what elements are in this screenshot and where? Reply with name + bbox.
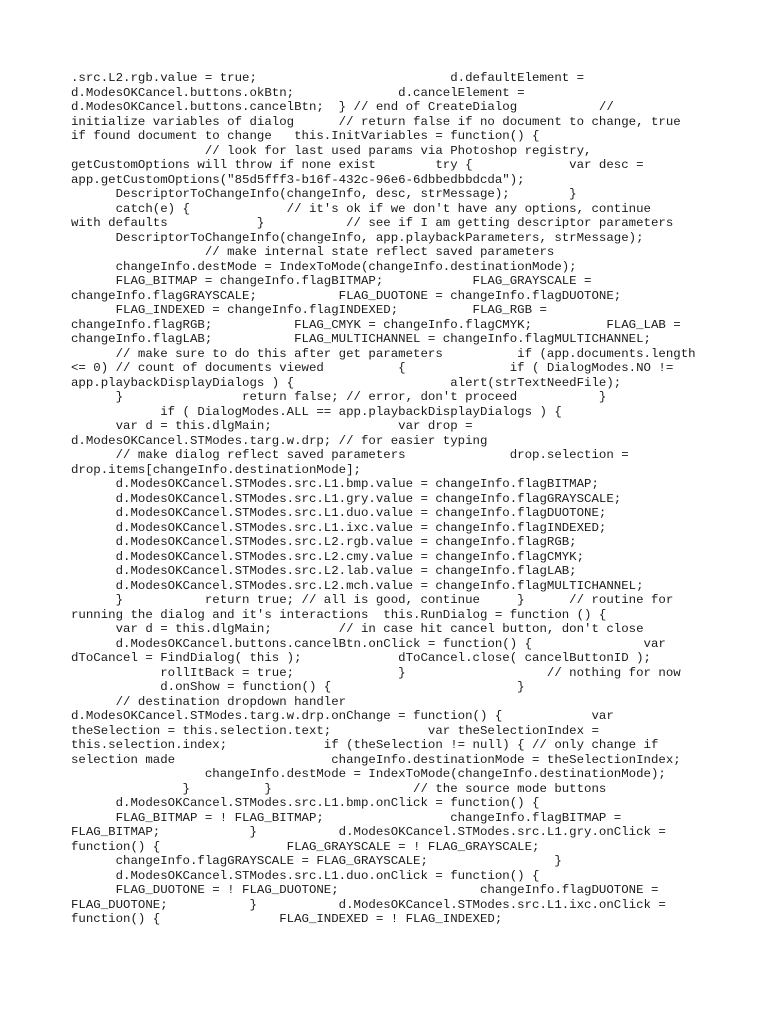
code-line: } } // the source mode buttons <box>71 781 607 796</box>
code-line: FLAG_INDEXED = changeInfo.flagINDEXED; FLAG_RGB = <box>71 303 547 317</box>
code-line: this.selection.index; if (theSelection != null) { // only change if <box>71 738 659 752</box>
code-line: d.ModesOKCancel.buttons.cancelBtn; } // end of CreateDialog // <box>71 100 614 114</box>
code-line: d.ModesOKCancel.STModes.targ.w.drp.onChange = function() { var <box>71 709 614 723</box>
code-line: d.ModesOKCancel.STModes.src.L2.cmy.value = changeInfo.flagCMYK; <box>71 549 585 564</box>
code-line: d.ModesOKCancel.STModes.src.L1.gry.value = changeInfo.flagGRAYSCALE; <box>71 491 622 506</box>
code-line: selection made changeInfo.destinationMode = theSelectionIndex; <box>71 752 681 767</box>
code-line: // make sure to do this after get parameters if (app.documents.length <box>71 346 696 361</box>
code-line: d.ModesOKCancel.buttons.cancelBtn.onClick = function() { var <box>71 636 666 651</box>
code-line: } return true; // all is good, continue } // routine for <box>71 593 674 607</box>
code-line: with defaults } // see if I am getting descriptor parameters <box>71 216 674 230</box>
code-line: rollItBack = true; } // nothing for now <box>71 665 681 680</box>
code-line: app.getCustomOptions("85d5fff3-b16f-432c-96e6-6dbbedbbdcda"); <box>71 172 525 187</box>
code-line: // look for last used params via Photoshop registry, <box>71 143 592 158</box>
code-line: changeInfo.flagGRAYSCALE = FLAG_GRAYSCALE; } <box>71 854 562 868</box>
code-line: // make internal state reflect saved parameters <box>71 245 555 259</box>
code-line: if found document to change this.InitVariables = function() { <box>71 129 540 143</box>
code-line: DescriptorToChangeInfo(changeInfo, app.playbackParameters, strMessage); <box>71 230 644 245</box>
code-line: d.ModesOKCancel.STModes.src.L2.mch.value = changeInfo.flagMULTICHANNEL; <box>71 578 644 593</box>
code-line: <= 0) // count of documents viewed { if ( DialogModes.NO != <box>71 361 674 375</box>
code-line: DescriptorToChangeInfo(changeInfo, desc, strMessage); } <box>71 187 577 201</box>
code-line: d.ModesOKCancel.STModes.src.L1.duo.onClick = function() { <box>71 868 540 883</box>
code-line: d.ModesOKCancel.STModes.src.L1.bmp.onClick = function() { <box>71 796 540 810</box>
code-line: FLAG_DUOTONE; } d.ModesOKCancel.STModes.src.L1.ixc.onClick = <box>71 897 666 912</box>
code-line: .src.L2.rgb.value = true; d.defaultElement = <box>71 71 585 85</box>
code-line: changeInfo.destMode = IndexToMode(changeInfo.destinationMode); <box>71 259 577 274</box>
code-line: // make dialog reflect saved parameters drop.selection = <box>71 448 629 462</box>
code-line: changeInfo.flagRGB; FLAG_CMYK = changeInfo.flagCMYK; FLAG_LAB = <box>71 317 681 332</box>
code-line: function() { FLAG_GRAYSCALE = ! FLAG_GRAYSCALE; <box>71 839 540 854</box>
code-line: d.ModesOKCancel.STModes.targ.w.drp; // for easier typing <box>71 433 488 448</box>
code-line: changeInfo.destMode = IndexToMode(changeInfo.destinationMode); <box>71 767 666 781</box>
code-line: var d = this.dlgMain; var drop = <box>71 419 473 433</box>
code-line: changeInfo.flagGRAYSCALE; FLAG_DUOTONE = changeInfo.flagDUOTONE; <box>71 288 622 303</box>
code-line: d.ModesOKCancel.STModes.src.L1.ixc.value = changeInfo.flagINDEXED; <box>71 520 607 535</box>
code-line: getCustomOptions will throw if none exist try { var desc = <box>71 158 644 172</box>
code-line: d.ModesOKCancel.STModes.src.L2.rgb.value = changeInfo.flagRGB; <box>71 535 577 549</box>
code-line: d.onShow = function() { } <box>71 680 525 694</box>
code-line: d.ModesOKCancel.STModes.src.L1.duo.value = changeInfo.flagDUOTONE; <box>71 506 607 520</box>
code-line: FLAG_BITMAP = ! FLAG_BITMAP; changeInfo.flagBITMAP = <box>71 810 622 825</box>
code-line: d.ModesOKCancel.STModes.src.L2.lab.value = changeInfo.flagLAB; <box>71 564 577 578</box>
code-line: dToCancel = FindDialog( this ); dToCancel.close( cancelButtonID ); <box>71 651 651 665</box>
code-line: initialize variables of dialog // return false if no document to change, true <box>71 114 681 129</box>
code-line: theSelection = this.selection.text; var theSelectionIndex = <box>71 723 599 738</box>
code-line: function() { FLAG_INDEXED = ! FLAG_INDEXED; <box>71 912 503 926</box>
code-line: FLAG_BITMAP = changeInfo.flagBITMAP; FLAG_GRAYSCALE = <box>71 274 592 288</box>
code-line: d.ModesOKCancel.STModes.src.L1.bmp.value = changeInfo.flagBITMAP; <box>71 477 599 491</box>
code-line: } return false; // error, don't proceed } <box>71 390 607 404</box>
code-line: var d = this.dlgMain; // in case hit cancel button, don't close <box>71 622 644 636</box>
code-line: app.playbackDisplayDialogs ) { alert(strTextNeedFile); <box>71 375 622 390</box>
code-line: changeInfo.flagLAB; FLAG_MULTICHANNEL = changeInfo.flagMULTICHANNEL; <box>71 332 651 346</box>
code-line: d.ModesOKCancel.buttons.okBtn; d.cancelElement = <box>71 85 525 100</box>
code-line: drop.items[changeInfo.destinationMode]; <box>71 462 361 477</box>
code-line: // destination dropdown handler <box>71 694 347 709</box>
code-line: catch(e) { // it's ok if we don't have any options, continue <box>71 201 651 216</box>
code-line: running the dialog and it's interactions this.RunDialog = function () { <box>71 607 607 622</box>
code-line: FLAG_BITMAP; } d.ModesOKCancel.STModes.src.L1.gry.onClick = <box>71 825 666 839</box>
code-line: FLAG_DUOTONE = ! FLAG_DUOTONE; changeInfo.flagDUOTONE = <box>71 883 659 897</box>
code-line: if ( DialogModes.ALL == app.playbackDisplayDialogs ) { <box>71 404 562 419</box>
code-listing <box>71 71 711 927</box>
